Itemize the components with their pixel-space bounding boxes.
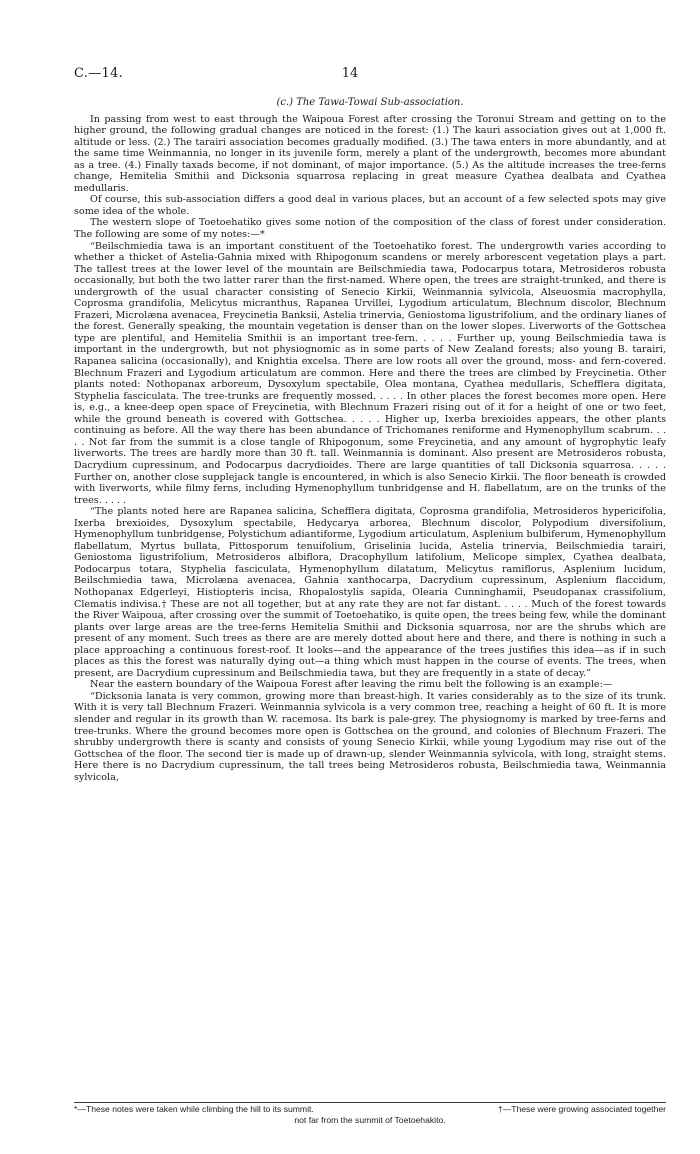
paragraph-plants-noted: “The plants noted here are Rapanea salicina, Schefflera digitata, Coprosma grandifolia, Metrosideros hypericifolia, Ixerba brexioides, Dysoxylum spectabile, Hedycarya arborea, Blechnum discolor, Polypodium diversifolium, Hymenophyllum tunbridgense, Polystichum adiantiforme, Lygodium articulatum, Asplenium bulbiferum, Hymenophyllum flabellatum, Myrtus bullata, Pittosporum tenuifolium, Griselinia lucida, Astelia trinervia, Beilschmiedia tarairi, Geniostoma ligustrifolium, Metrosideros albiflora, Dracophyllum latifolium, Melicope simplex, Cyathea dealbata, Podocarpus totara, Styphelia fasciculata, Hymenophyllum dilatatum, Melicytus ramiflorus, Asplenium lucidum, Beilschmiedia tawa, Microlæna avenacea, Gahnia xanthocarpa, Dacrydium cupressinum, Asplenium flaccidum, Nothopanax Edgerleyi, Histiopteris incisa, Rhopalostylis sapida, Olearia Cunninghamii, Pseudopanax crassifolium, Clematis indivisa.† These are not all together, but at any rate they are not far distant. . . . . Much of the forest towards the River Waipoua, after crossing over the summit of Toetoehatiko, is quite open, the trees being few, while the dominant plants over large areas are the tree-ferns Hemitelia Smithii and Dicksonia squarrosa, nor are the shrubs which are present of any moment. Such trees as there are are merely dotted about here and there, and there is nothing in such a place approaching a continuous forest-roof. It looks—and the appearance of the trees justifies this idea—as if in such places as this the forest was naturally dying out—a thing which must happen in the course of events. The trees, when present, are Dacrydium cupressinum and Beilschmiedia tawa, but they are frequently in a state of decay.” xyxy=(74,506,666,679)
footnote-star: *—These notes were taken while climbing the hill to its summit. xyxy=(74,1104,314,1114)
paragraph-eastern-boundary: Near the eastern boundary of the Waipoua Forest after leaving the rimu belt the following is an example:— xyxy=(90,679,613,691)
page-header xyxy=(74,66,626,82)
document-reference: C.—14. xyxy=(74,66,124,81)
paragraph-western-slope: The western slope of Toetoehatiko gives some notion of the composition of the class of forest under consideration. The following are some of my notes:—* xyxy=(74,217,666,241)
footnote-dagger-continued: not far from the summit of Toetoehakito. xyxy=(294,1114,446,1125)
body-text xyxy=(74,97,666,783)
footnote-divider xyxy=(74,1102,666,1103)
footnote-dagger: †—These were growing associated together xyxy=(497,1104,666,1114)
paragraph-notes-quote: “Beilschmiedia tawa is an important constituent of the Toetoehatiko forest. The undergrowth varies according to whether a thicket of Astelia-Gahnia mixed with Rhipogonum scandens or merely arborescent vegetation plays a part. The tallest trees at the lower level of the mountain are Beilschmiedia tawa, Podocarpus totara, Metrosideros robusta occasionally, but both the two latter rarer than the first-named. Where open, the trees are straight-trunked, and there is undergrowth of the usual character consisting of Senecio Kirkii, Weinmannia sylvicola, Alseuosmia macrophylla, Coprosma grandifolia, Melicytus micranthus, Rapanea Urvillei, Lygodium articulatum, Blechnum discolor, Blechnum Frazeri, Microlæna avenacea, Freycinetia Banksii, Astelia trinervia, Geniostoma ligustrifolium, and the ordinary lianes of the forest. Generally speaking, the mountain vegetation is denser than on the lower slopes. Liverworts of the Gottschea type are plentiful, and Hemitelia Smithii is an important tree-fern. . . . . Further up, young Beilschmiedia tawa is important in the undergrowth, but not physiognomic as in some parts of New Zealand forests; also young B. tarairi, Rapanea salicina (occasionally), and Knightia excelsa. There are low roots all over the ground, moss- and fern-covered. Blechnum Frazeri and Lygodium articulatum are common. Here and there the trees are climbed by Freycinetia. Other plants noted: Nothopanax arboreum, Dysoxylum spectabile, Olea montana, Cyathea medullaris, Schefflera digitata, Styphelia fasciculata. The tree-trunks are frequently mossed. . . . . In other places the forest becomes more open. Here is, e.g., a knee-deep open space of Freycinetia, with Blechnum Frazeri rising out of it for a height of one or two feet, while the ground beneath is covered with Gottschea. . . . . Higher up, Ixerba brexioides appears, the other plants continuing as before. All the way there has been abundance of Trichomanes reniforme and Hymenophyllum scabrum. . . . . Not far from the summit is a close tangle of Rhipogonum, some Freycinetia, and any amount of hygrophytic leafy liverworts. The trees are hardly more than 30 ft. tall. Weinmannia is dominant. Also present are Metrosideros robusta, Dacrydium cupressinum, and Podocarpus dacrydioides. There are large quantities of tall Dicksonia squarrosa. . . . . Further on, another close supplejack tangle is encountered, in which is also Senecio Kirkii. The floor beneath is crowded with liverworts, while filmy ferns, including Hymenophyllum tunbridgense and H. flabellatum, are on the trunks of the trees. . . . . xyxy=(74,240,666,506)
paragraph-selected-spots: Of course, this sub-association differs a good deal in various places, but an account of a few selected spots may give some idea of the whole. xyxy=(74,194,666,217)
footnotes xyxy=(74,1104,666,1125)
paragraph-dicksonia-quote: “Dicksonia lanata is very common, growing more than breast-high. It varies considerably as to the size of its trunk. With it is very tall Blechnum Frazeri. Weinmannia sylvicola is a very common tree, reaching a height of 60 ft. It is more slender and regular in its growth than W. racemosa. Its bark is pale-grey. The physiognomy is marked by tree-ferns and tree-trunks. Where the ground becomes more open is Gottschea on the ground, and colonies of Blechnum Frazeri. The shrubby undergrowth there is scanty and consists of young Senecio Kirkii, while young Lygodium may rise out of the Gottschea of the floor. The second tier is made up of drawn-up, slender Weinmannia sylvicola, with long, straight stems. Here there is no Dacrydium cupressinum, the tall trees being Metrosideros robusta, Beilschmiedia tawa, Weinmannia sylvicola, xyxy=(74,690,666,783)
paragraph-intro: In passing from west to east through the Waipoua Forest after crossing the Toronui Stream and getting on to the higher ground, the following gradual changes are noticed in the forest: (1.) The kauri association gives out at 1,000 ft. altitude or less. (2.) The tarairi association becomes gradually modified. (3.) The tawa enters in more abundantly, and at the same time Weinmannia, no longer in its juvenile form, merely a plant of the undergrowth, becomes more abundant as a tree. (4.) Finally taxads become, if not dominant, of major importance. (5.) As the altitude increases the tree-ferns change, Hemitelia Smithii and Dicksonia squarrosa replacing in great measure Cyathea dealbata and Cyathea medullaris. xyxy=(74,113,666,194)
section-title: (c.) The Tawa-Towai Sub-association. xyxy=(276,97,464,108)
page-number: 14 xyxy=(341,66,359,81)
